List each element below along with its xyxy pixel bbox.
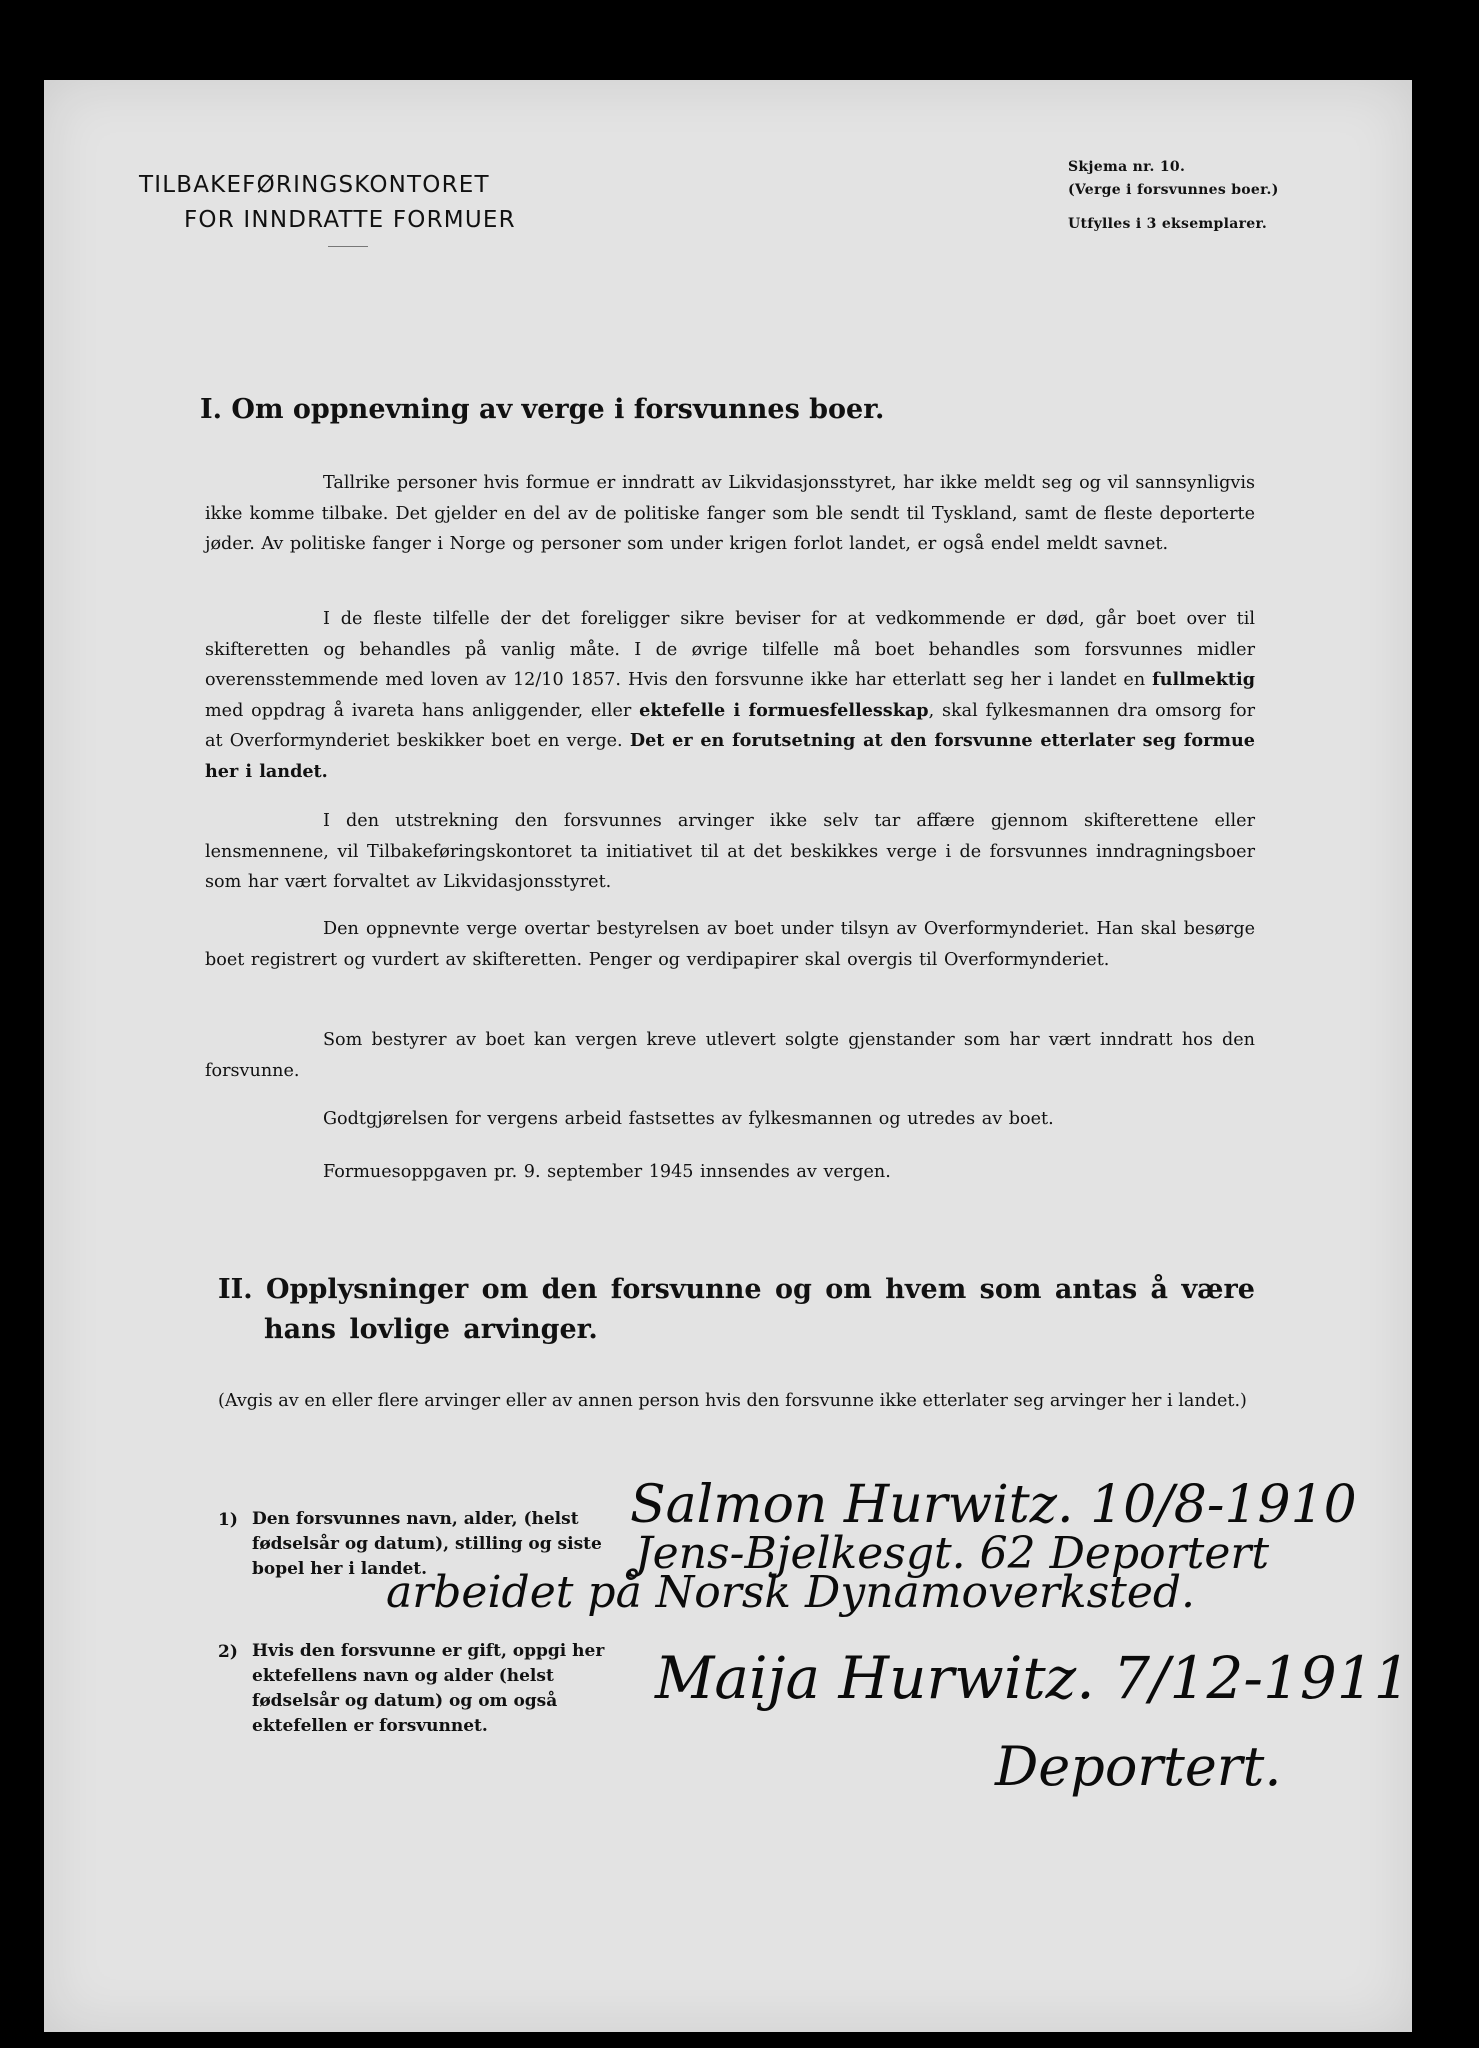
section1-paragraph-6: Godtgjørelsen for vergens arbeid fastsettes av fylkesmannen og utredes av boet. [323,1109,1054,1129]
section1-paragraph-4: Den oppnevnte verge overtar bestyrelsen av boet under tilsyn av Overformynderiet. Han skal besørge boet registrert og vurdert av skifteretten. Penger og verdipapirer skal overgis til Overformynderiet. [205,919,1255,970]
section1-paragraph-1: Tallrike personer hvis formue er inndratt av Likvidasjonsstyret, har ikke meldt seg og vil sannsynligvis ikke komme tilbake. Det gjelder en del av de politiske fanger som ble sendt til Tyskland, samt de fleste deporterte jøder. Av politiske fanger i Norge og personer som under krigen forlot landet, er også endel meldt savnet. [205,473,1255,555]
question-1-number: 1) [218,1510,238,1530]
header-rule [328,246,368,247]
q1-answer-line-2: Jens-Bjelkesgt. 62 Deportert [635,1528,1270,1579]
section2-heading: II. Opplysninger om den forsvunne og om hvem som antas å være hans lovlige arvinger. [218,1274,1255,1345]
schema-number: Skjema nr. 10. [1068,159,1186,175]
question-1-handwritten-answer-line3 [380,1555,1260,1625]
section2-note: (Avgis av en eller flere arvinger eller av annen person hvis den forsvunne ikke etterlater seg arvinger her i landet.) [218,1391,1247,1411]
question-1-label: Den forsvunnes navn, alder, (helst fødselsår og datum), stilling og siste bopel her i landet. [252,1509,602,1579]
section1-paragraph-7: Formuesoppgaven pr. 9. september 1945 innsendes av vergen. [323,1162,891,1182]
schema-type: (Verge i forsvunnes boer.) [1068,182,1279,198]
q2-answer-line-1: Maija Hurwitz. 7/12-1911 [655,1644,1411,1712]
org-name-line2: FOR INNDRATTE FORMUER [184,207,516,233]
section1-paragraph-3: I den utstrekning den forsvunnes arvinger ikke selv tar affære gjennom skifterettene eller lensmennene, vil Tilbakeføringskontoret ta initiativet til at det beskikkes verge i de forsvunnes inndragningsboer som har vært forvaltet av Likvidasjonsstyret. [205,811,1255,893]
org-name-line1: TILBAKEFØRINGSKONTORET [139,172,490,198]
schema-copies: Utfylles i 3 eksemplarer. [1068,216,1268,232]
section1-heading: I. Om oppnevning av verge i forsvunnes boer. [200,394,885,425]
question-2-number: 2) [218,1642,238,1662]
section1-paragraph-2: I de fleste tilfelle der det foreligger sikre beviser for at vedkommende er død, går boet over til skifteretten og behandles på vanlig måte. I de øvrige tilfelle må boet behandles som forsvunnes midler overensstemmende med loven av 12/10 1857. Hvis den forsvunne ikke har etterlatt seg her i landet en fullmektig med oppdrag å ivareta hans anliggender, eller ektefelle i formuesfellesskap, skal fylkesmannen dra omsorg for at Overformynderiet beskikker boet en verge. Det er en forutsetning at den forsvunne etterlater seg formue her i landet. [205,609,1255,782]
q1-answer-line-1: Salmon Hurwitz. 10/8-1910 [630,1475,1357,1535]
question-2-handwritten-answer [640,1620,1411,1820]
q2-answer-line-2: Deportert. [995,1735,1282,1798]
question-2-label: Hvis den forsvunne er gift, oppgi her ektefellens navn og alder (helst fødselsår og datum) og om også ektefellen er forsvunnet. [252,1641,605,1736]
section1-paragraph-5: Som bestyrer av boet kan vergen kreve utlevert solgte gjenstander som har vært inndratt hos den forsvunne. [205,1030,1255,1081]
q1-answer-line-3: arbeidet på Norsk Dynamoverksted. [386,1567,1196,1618]
